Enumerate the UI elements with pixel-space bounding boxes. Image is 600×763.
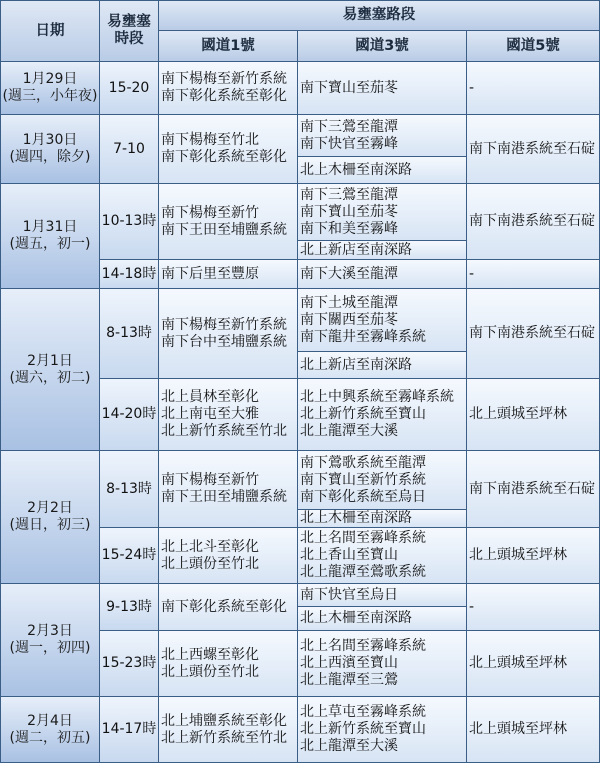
segment-n1-text: 北上頭份至竹北 [161, 663, 259, 680]
segment-n3-text: 南下寶山至新竹系統 [300, 471, 426, 488]
segment-n3 [297, 288, 467, 352]
segment-n1-text: 南下王田至埔鹽系統 [161, 489, 287, 505]
segment-n3 [297, 351, 467, 379]
segment-n1-text: 北上新竹系統至竹北 [161, 423, 287, 439]
segment-n3-text: 南下彰化系統至烏日 [300, 488, 426, 505]
segment-n3 [297, 450, 467, 510]
segment-n5 [466, 583, 600, 631]
slot-time-text: 14-20時 [101, 406, 157, 422]
slot-time [99, 61, 159, 115]
row-date-text: 2月1日 [27, 352, 73, 369]
segment-n3 [297, 183, 467, 241]
segment-n3-text: 北上名間至霧峰系統 [300, 638, 426, 654]
slot-time [99, 259, 159, 289]
slot-time-text: 15-24時 [101, 547, 157, 563]
row-date-text: (週二，初五) [9, 729, 91, 746]
segment-n3-text: 南下寶山至茄苳 [300, 79, 398, 96]
slot-time [99, 696, 159, 763]
segment-n5-text: 南下南港系統至石碇 [469, 480, 595, 497]
row-date [0, 288, 100, 451]
segment-n5-text: - [469, 598, 475, 615]
segment-n3-text: 南下三鶯至龍潭 [300, 186, 398, 203]
segment-n1 [158, 61, 298, 115]
segment-n3-text: 南下大溪至龍潭 [300, 265, 398, 282]
row-date-text: 2月3日 [27, 623, 73, 639]
segment-n3-text: 南下三鶯至龍潭 [300, 118, 398, 135]
segment-n5-text: - [469, 79, 475, 96]
segment-n3-text: 北上草屯至霧峰系統 [300, 704, 426, 720]
header-segments-text: 易壅塞路段 [342, 7, 416, 23]
row-date-text: (週三，小年夜) [2, 88, 98, 104]
segment-n3-text: 北上新竹系統至寶山 [300, 721, 426, 737]
segment-n5 [466, 450, 600, 528]
slot-time [99, 114, 159, 184]
slot-time [99, 527, 159, 584]
row-date-text: (週一，初四) [9, 640, 91, 656]
segment-n3 [297, 240, 467, 260]
segment-n3-text: 北上龍潭至鶯歌系統 [300, 564, 426, 580]
segment-n3-text: 南下快官至霧峰 [300, 135, 398, 152]
slot-time-text: 8-13時 [106, 480, 152, 497]
segment-n5-text: 北上頭城至坪林 [469, 406, 567, 422]
row-date [0, 183, 100, 289]
row-date-text: 1月31日 [22, 219, 78, 235]
row-date-text: 1月30日 [22, 132, 78, 148]
segment-n3 [297, 378, 467, 451]
segment-n1-text: 南下楊梅至竹北 [161, 132, 259, 148]
segment-n1-text: 北上新竹系統至竹北 [161, 729, 287, 746]
segment-n1-text: 南下彰化系統至彰化 [161, 598, 287, 615]
segment-n3-text: 北上新店至南深路 [300, 241, 412, 258]
segment-n5-text: 北上頭城至坪林 [469, 721, 567, 737]
header-n1-text: 國道1號 [201, 37, 255, 54]
segment-n1 [158, 259, 298, 289]
segment-n5 [466, 259, 600, 289]
segment-n3 [297, 583, 467, 607]
segment-n3-text: 北上龍潭至大溪 [300, 423, 398, 439]
segment-n5-text: 南下南港系統至石碇 [469, 140, 595, 157]
segment-n3 [297, 630, 467, 697]
segment-n5-text: 北上頭城至坪林 [469, 547, 567, 563]
segment-n5 [466, 630, 600, 697]
segment-n5 [466, 114, 600, 184]
segment-n3-text: 南下寶山至茄苳 [300, 203, 398, 220]
segment-n3-text: 北上中興系統至霧峰系統 [300, 389, 454, 405]
segment-n1-text: 北上埔鹽系統至彰化 [161, 712, 287, 729]
segment-n3 [297, 114, 467, 157]
segment-n1-text: 北上北斗至彰化 [161, 538, 259, 555]
segment-n3-text: 北上木柵至南深路 [300, 610, 412, 626]
segment-n3-text: 北上名間至霧峰系統 [300, 530, 426, 546]
row-date-text: 2月2日 [27, 500, 73, 516]
row-date-text: (週四，除夕) [9, 149, 91, 165]
segment-n3-text: 北上龍潭至三鶯 [300, 672, 398, 688]
segment-n5 [466, 696, 600, 763]
segment-n1-text: 南下楊梅至新竹 [161, 472, 259, 488]
segment-n5-text: 北上頭城至坪林 [469, 655, 567, 671]
segment-n1-text: 南下王田至埔鹽系統 [161, 221, 287, 238]
row-date [0, 696, 100, 763]
segment-n1-text: 北上頭份至竹北 [161, 555, 259, 572]
segment-n3 [297, 696, 467, 763]
slot-time-text: 14-17時 [101, 721, 157, 737]
segment-n1-text: 南下楊梅至新竹系統 [161, 71, 287, 87]
slot-time-text: 15-23時 [101, 655, 157, 671]
slot-time-text: 7-10 [113, 140, 145, 157]
slot-time [99, 630, 159, 697]
segment-n3-text: 南下龍井至霧峰系統 [300, 328, 426, 345]
segment-n1-text: 北上西螺至彰化 [161, 646, 259, 663]
row-date-text: (週日，初三) [9, 517, 91, 533]
row-date-text: (週五，初一) [9, 236, 91, 252]
segment-n3-text: 南下快官至烏日 [300, 586, 398, 603]
slot-time-text: 10-13時 [101, 213, 157, 229]
slot-time-text: 14-18時 [101, 265, 157, 282]
segment-n3-text: 南下和美至霧峰 [300, 220, 398, 237]
segment-n3-text: 北上龍潭至大溪 [300, 738, 398, 754]
segment-n3-text: 北上香山至寶山 [300, 547, 398, 563]
segment-n3 [297, 527, 467, 584]
slot-time [99, 288, 159, 379]
segment-n5 [466, 527, 600, 584]
segment-n1-text: 北上南屯至大雅 [161, 406, 259, 422]
header-n3-text: 國道3號 [355, 37, 409, 54]
slot-time [99, 450, 159, 528]
segment-n1-text: 南下彰化系統至彰化 [161, 88, 287, 104]
header-time-text: 易壅塞時段 [107, 14, 151, 47]
segment-n3 [297, 156, 467, 184]
segment-n3-text: 北上木柵至南深路 [300, 161, 412, 178]
row-date [0, 583, 100, 697]
slot-time [99, 583, 159, 631]
segment-n1 [158, 696, 298, 763]
segment-n3-text: 北上新店至南深路 [300, 356, 412, 373]
row-date-text: 2月4日 [27, 712, 73, 729]
segment-n1-text: 南下后里至豐原 [161, 265, 259, 282]
segment-n1-text: 南下彰化系統至彰化 [161, 149, 287, 165]
header-n5 [466, 30, 600, 62]
segment-n3-text: 北上木柵至南深路 [300, 510, 412, 526]
segment-n1 [158, 527, 298, 584]
segment-n3-text: 南下土城至龍潭 [300, 294, 398, 311]
header-date [0, 0, 100, 62]
header-segments [158, 0, 600, 31]
segment-n1 [158, 378, 298, 451]
slot-time [99, 378, 159, 451]
header-date-text: 日期 [35, 22, 65, 39]
segment-n1 [158, 183, 298, 260]
segment-n5 [466, 61, 600, 115]
segment-n3 [297, 606, 467, 631]
header-n5-text: 國道5號 [506, 37, 560, 54]
row-date [0, 450, 100, 584]
segment-n3-text: 南下關西至茄苳 [300, 311, 398, 328]
segment-n5 [466, 183, 600, 260]
segment-n3-text: 北上新竹系統至寶山 [300, 406, 426, 422]
segment-n5 [466, 378, 600, 451]
segment-n3 [297, 509, 467, 528]
segment-n5 [466, 288, 600, 379]
slot-time-text: 9-13時 [106, 598, 152, 615]
row-date [0, 61, 100, 115]
row-date [0, 114, 100, 184]
row-date-text: 1月29日 [22, 71, 78, 87]
segment-n3 [297, 259, 467, 289]
header-n3 [297, 30, 467, 62]
header-time [99, 0, 159, 62]
segment-n1 [158, 450, 298, 528]
segment-n3-text: 北上西濱至寶山 [300, 655, 398, 671]
segment-n1 [158, 583, 298, 631]
segment-n1 [158, 288, 298, 379]
segment-n1 [158, 114, 298, 184]
segment-n1-text: 北上員林至彰化 [161, 389, 259, 405]
slot-time-text: 8-13時 [106, 325, 152, 341]
segment-n3 [297, 61, 467, 115]
header-n1 [158, 30, 298, 62]
slot-time [99, 183, 159, 260]
segment-n5-text: 南下南港系統至石碇 [469, 325, 595, 341]
segment-n5-text: - [469, 265, 475, 282]
segment-n1-text: 南下台中至埔鹽系統 [161, 333, 287, 350]
segment-n1-text: 南下楊梅至新竹 [161, 204, 259, 221]
segment-n1 [158, 630, 298, 697]
row-date-text: (週六，初二) [9, 369, 91, 386]
segment-n1-text: 南下楊梅至新竹系統 [161, 316, 287, 333]
slot-time-text: 15-20 [108, 79, 150, 96]
segment-n3-text: 南下鶯歌系統至龍潭 [300, 454, 426, 471]
segment-n5-text: 南下南港系統至石碇 [469, 213, 595, 229]
